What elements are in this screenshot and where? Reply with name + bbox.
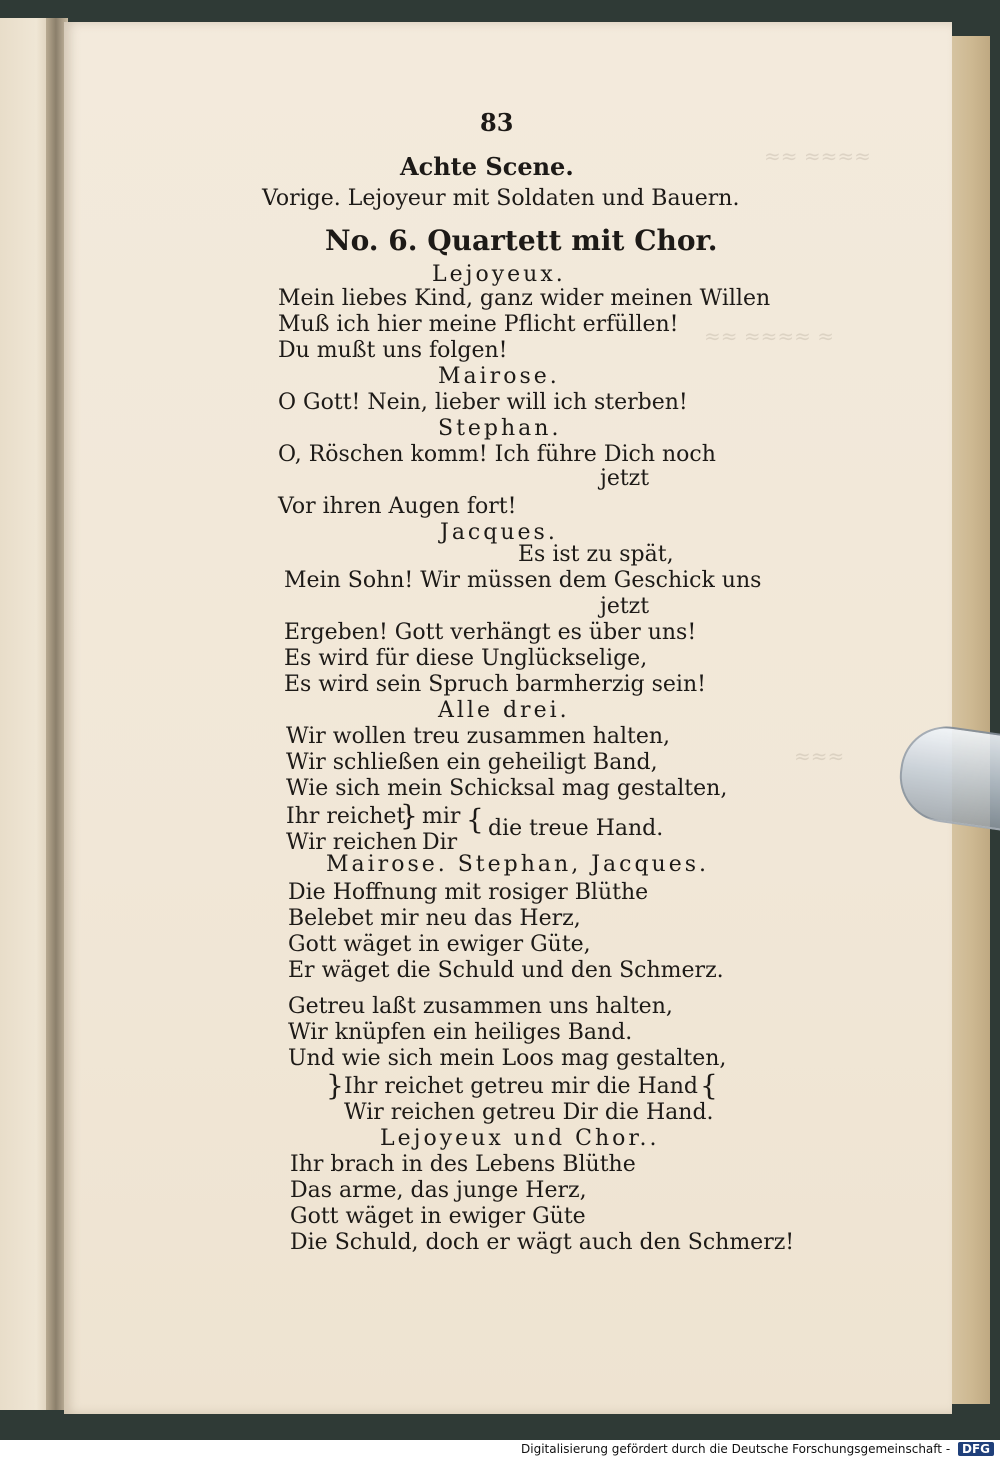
credit-text: Digitalisierung gefördert durch die Deutsche Forschungsgemeinschaft -: [521, 1442, 951, 1456]
left-page-edge: [0, 18, 52, 1410]
verse-line: jetzt: [600, 594, 650, 619]
bleed-through-text: ≈≈≈: [794, 744, 845, 768]
verse-line: Gott wäget in ewiger Güte: [290, 1204, 586, 1229]
verse-line: Vor ihren Augen fort!: [278, 494, 517, 519]
speaker-label: Lejoyeux.: [432, 262, 566, 287]
speaker-label: Alle drei.: [438, 698, 570, 723]
verse-line: Dir: [422, 830, 458, 855]
dfg-logo: DFG: [958, 1442, 994, 1456]
number-heading: No. 6. Quartett mit Chor.: [325, 224, 718, 257]
verse-line: Es wird sein Spruch barmherzig sein!: [284, 672, 706, 697]
verse-line: Er wäget die Schuld und den Schmerz.: [288, 958, 724, 983]
verse-line: Ihr brach in des Lebens Blüthe: [290, 1152, 636, 1177]
verse-line: Wir reichen: [286, 830, 418, 855]
bleed-through-text: ≈≈ ≈≈≈≈: [764, 144, 871, 168]
speaker-label: Mairose.: [438, 364, 560, 389]
verse-line: Es ist zu spät,: [518, 542, 674, 567]
verse-line: Die Hoffnung mit rosiger Blüthe: [288, 880, 649, 905]
verse-line: Muß ich hier meine Pflicht erfüllen!: [278, 312, 679, 337]
stage-direction: Vorige. Lejoyeur mit Soldaten und Bauern.: [262, 186, 740, 211]
verse-line: Wie sich mein Schicksal mag gestalten,: [286, 776, 728, 801]
verse-line: Und wie sich mein Loos mag gestalten,: [288, 1046, 727, 1071]
verse-line: Ihr reichet: [286, 804, 406, 829]
verse-line: Ergeben! Gott verhängt es über uns!: [284, 620, 697, 645]
verse-line: jetzt: [600, 466, 650, 491]
verse-line: Wir schließen ein geheiligt Band,: [286, 750, 658, 775]
page-number: 83: [480, 108, 514, 137]
digitization-credit: [0, 1442, 994, 1456]
verse-line: Wir knüpfen ein heiliges Band.: [288, 1020, 633, 1045]
brace-left: }: [400, 799, 418, 832]
brace-right: {: [700, 1069, 718, 1102]
verse-line: mir: [422, 804, 461, 829]
brace-left: }: [326, 1069, 344, 1102]
verse-line: Mein Sohn! Wir müssen dem Geschick uns: [284, 568, 762, 593]
verse-line: Belebet mir neu das Herz,: [288, 906, 581, 931]
speaker-label: Mairose. Stephan, Jacques.: [326, 852, 710, 877]
verse-line: Getreu laßt zusammen uns halten,: [288, 994, 673, 1019]
verse-line: Das arme, das junge Herz,: [290, 1178, 587, 1203]
verse-line: O, Röschen komm! Ich führe Dich noch: [278, 442, 716, 467]
verse-line: O Gott! Nein, lieber will ich sterben!: [278, 390, 688, 415]
verse-line: Du mußt uns folgen!: [278, 338, 508, 363]
speaker-label: Lejoyeux und Chor..: [380, 1126, 660, 1151]
verse-line: Ihr reichet getreu mir die Hand: [344, 1074, 699, 1099]
brace-right: {: [466, 803, 484, 836]
verse-line: Gott wäget in ewiger Güte,: [288, 932, 591, 957]
verse-line: Die Schuld, doch er wägt auch den Schmerz!: [290, 1230, 795, 1255]
verse-line: Wir wollen treu zusammen halten,: [286, 724, 671, 749]
speaker-label: Stephan.: [438, 416, 562, 441]
verse-line: Mein liebes Kind, ganz wider meinen Willen: [278, 286, 771, 311]
speaker-label: Jacques.: [440, 520, 558, 545]
verse-line: Wir reichen getreu Dir die Hand.: [344, 1100, 714, 1125]
verse-line: die treue Hand.: [488, 816, 664, 841]
bleed-through-text: ≈≈ ≈≈≈≈ ≈: [704, 324, 835, 348]
verse-line: Es wird für diese Unglückselige,: [284, 646, 648, 671]
scene-title: Achte Scene.: [400, 152, 574, 181]
